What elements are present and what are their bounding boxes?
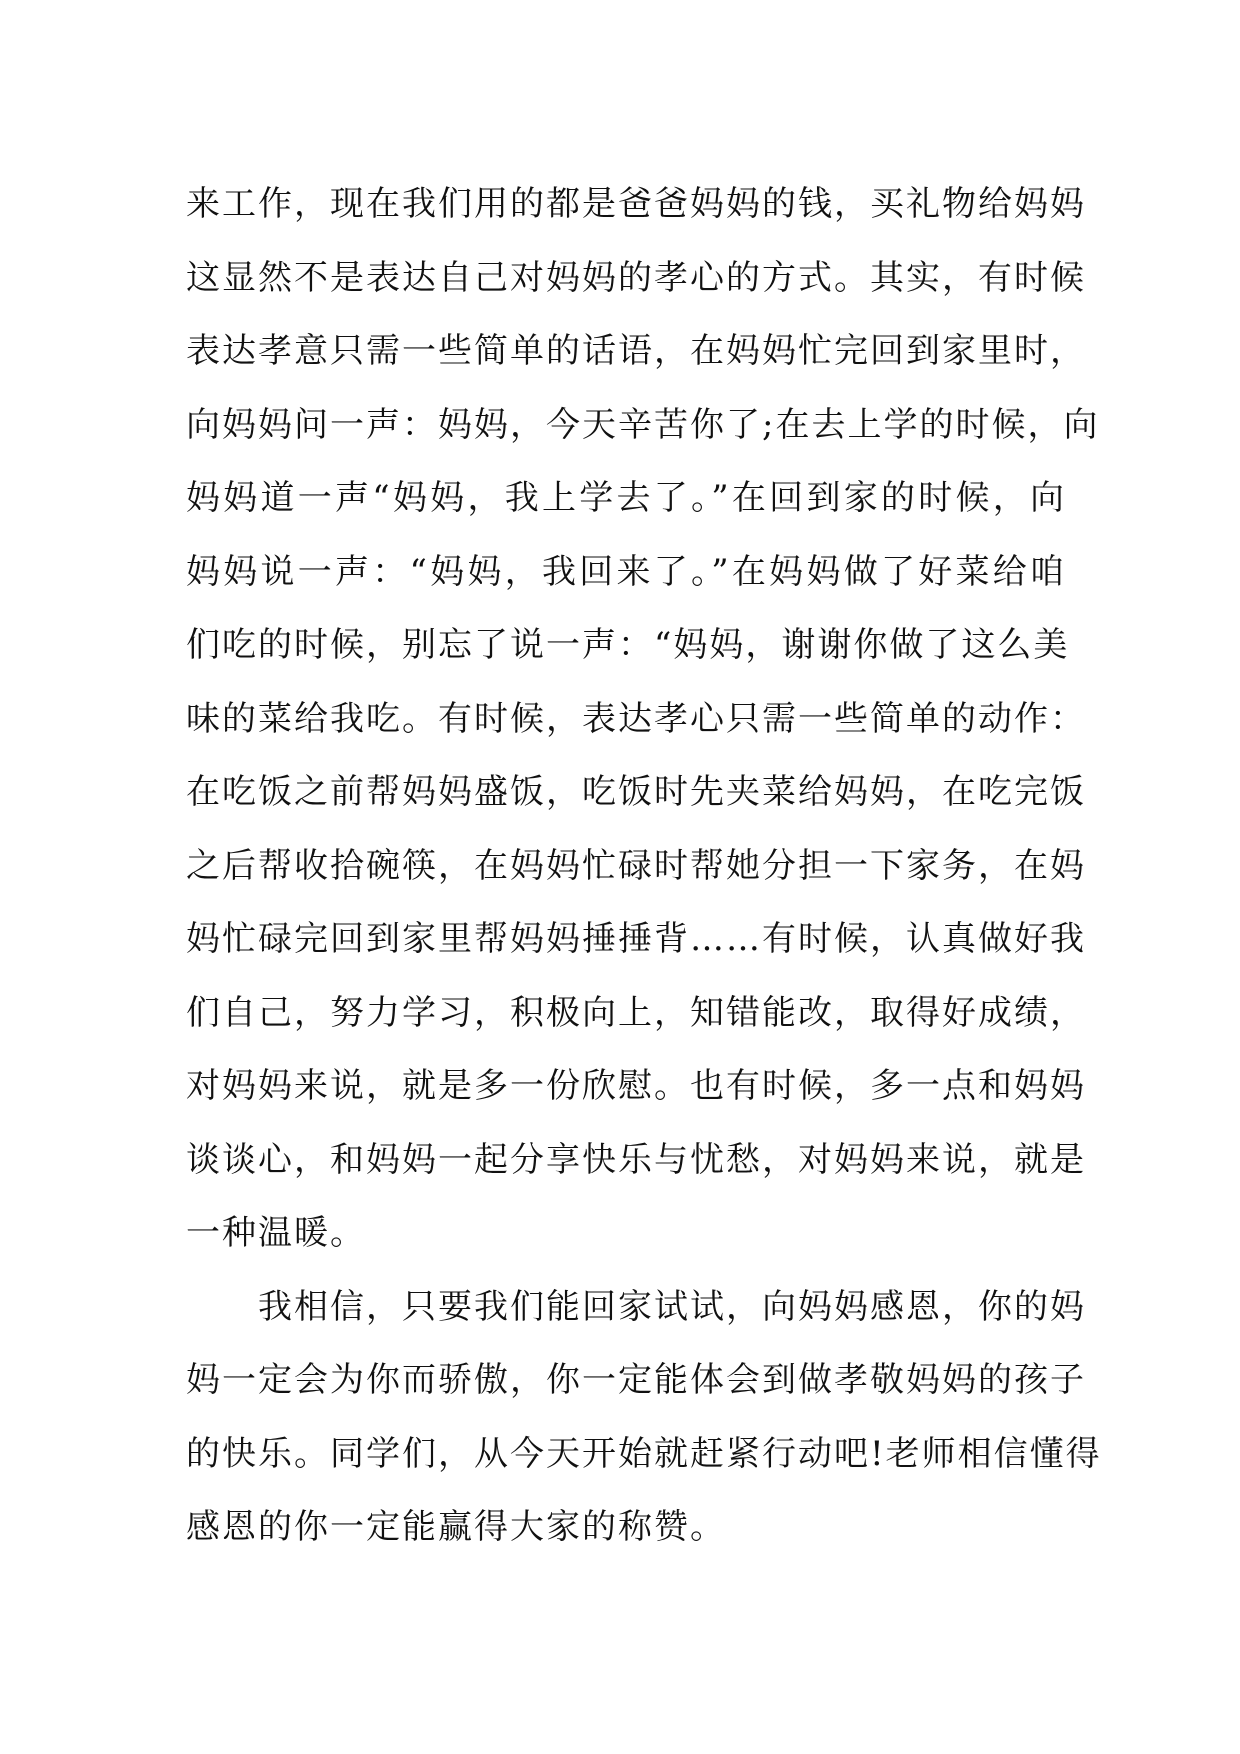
text-line: 一种温暖。 <box>186 1213 366 1253</box>
text-line: 妈一定会为你而骄傲，你一定能体会到做孝敬妈妈的孩子 <box>186 1360 1086 1400</box>
text-line: 在吃饭之前帮妈妈盛饭，吃饭时先夹菜给妈妈，在吃完饭 <box>186 772 1086 812</box>
text-line: 妈忙碌完回到家里帮妈妈捶捶背……有时候，认真做好我 <box>186 919 1086 959</box>
text-line: 妈妈说一声：“妈妈，我回来了。”在妈妈做了好菜给咱 <box>186 551 1066 592</box>
text-line: 们自己，努力学习，积极向上，知错能改，取得好成绩， <box>186 992 1086 1033</box>
text-line: 对妈妈来说，就是多一份欣慰。也有时候，多一点和妈妈 <box>186 1066 1086 1106</box>
paragraph-2 <box>186 1271 1102 1565</box>
text-line: 味的菜给我吃。有时候，表达孝心只需一些简单的动作： <box>186 698 1086 739</box>
paragraph-1 <box>186 168 1100 1271</box>
text-line: 这显然不是表达自己对妈妈的孝心的方式。其实，有时候 <box>186 257 1086 298</box>
text-line: 谈谈心，和妈妈一起分享快乐与忧愁，对妈妈来说，就是 <box>186 1139 1086 1180</box>
text-line: 我相信，只要我们能回家试试，向妈妈感恩，你的妈 <box>258 1286 1086 1327</box>
document-body <box>186 168 1102 1565</box>
text-line: 们吃的时候，别忘了说一声：“妈妈，谢谢你做了这么美 <box>186 625 1070 665</box>
text-line: 的快乐。同学们，从今天开始就赶紧行动吧!老师相信懂得 <box>186 1433 1102 1474</box>
text-line: 妈妈道一声“妈妈，我上学去了。”在回到家的时候，向 <box>186 478 1066 518</box>
text-line: 向妈妈问一声：妈妈，今天辛苦你了;在去上学的时候，向 <box>186 404 1100 445</box>
text-line: 之后帮收拾碗筷，在妈妈忙碌时帮她分担一下家务，在妈 <box>186 845 1086 886</box>
text-line: 表达孝意只需一些简单的话语，在妈妈忙完回到家里时， <box>186 331 1086 371</box>
text-line: 来工作，现在我们用的都是爸爸妈妈的钱，买礼物给妈妈 <box>186 184 1086 224</box>
text-line: 感恩的你一定能赢得大家的称赞。 <box>186 1507 726 1547</box>
